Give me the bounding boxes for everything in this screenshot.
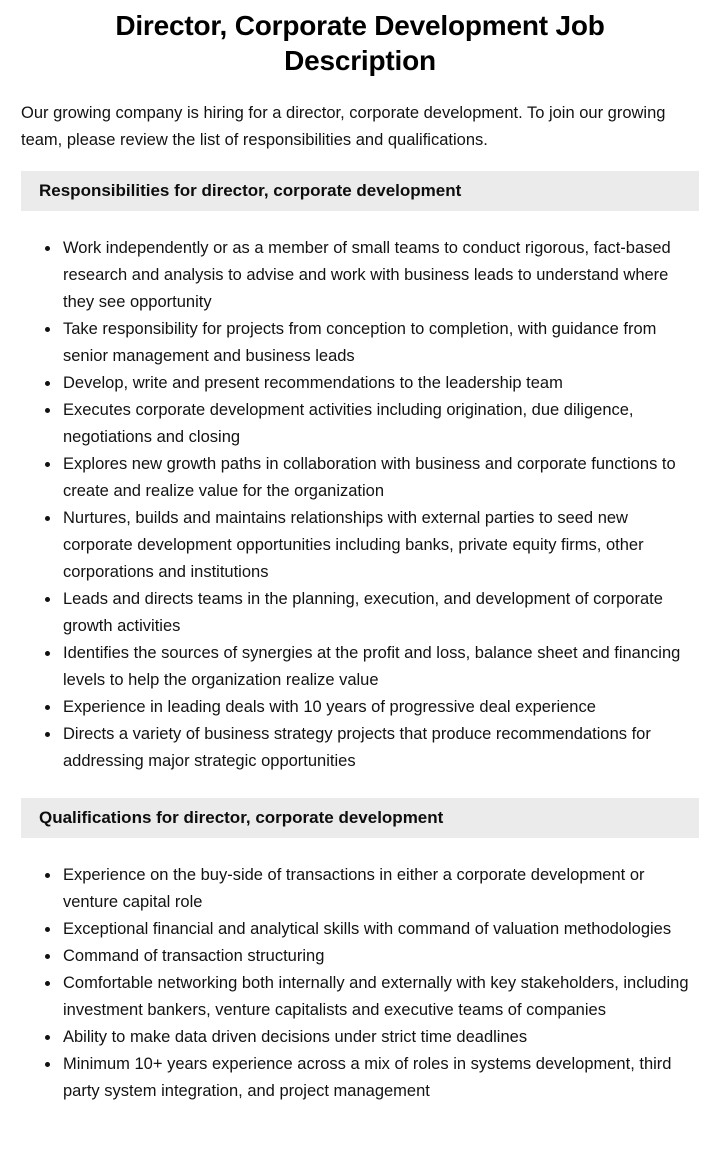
list-item: • Ability to make data driven decisions under strict time deadlines bbox=[61, 1024, 699, 1051]
responsibilities-list bbox=[21, 235, 699, 775]
list-item: • Minimum 10+ years experience across a mix of roles in systems development, third party system integration, and project management bbox=[61, 1051, 699, 1105]
intro-paragraph: Our growing company is hiring for a director, corporate development. To join our growing team, please review the list of responsibilities and qualifications. bbox=[21, 104, 666, 149]
list-item: • Command of transaction structuring bbox=[61, 943, 699, 970]
qualifications-section bbox=[21, 798, 699, 1105]
list-item: • Identifies the sources of synergies at the profit and loss, balance sheet and financing levels to help the organization realize value bbox=[61, 640, 699, 694]
list-item: • Work independently or as a member of small teams to conduct rigorous, fact-based research and analysis to advise and work with business leads to understand where they see opportunity bbox=[61, 235, 699, 316]
list-item: • Comfortable networking both internally and externally with key stakeholders, including investment bankers, venture capitalists and executive teams of companies bbox=[61, 970, 699, 1024]
list-item: • Exceptional financial and analytical skills with command of valuation methodologies bbox=[61, 916, 699, 943]
list-item: • Experience in leading deals with 10 years of progressive deal experience bbox=[61, 694, 699, 721]
list-item: • Explores new growth paths in collaboration with business and corporate functions to create and realize value for the organization bbox=[61, 451, 699, 505]
list-item: • Leads and directs teams in the planning, execution, and development of corporate growth activities bbox=[61, 586, 699, 640]
list-item: • Experience on the buy-side of transactions in either a corporate development or venture capital role bbox=[61, 862, 699, 916]
list-item: • Develop, write and present recommendations to the leadership team bbox=[61, 370, 699, 397]
responsibilities-heading: Responsibilities for director, corporate development bbox=[21, 171, 699, 211]
list-item: • Executes corporate development activities including origination, due diligence, negotiations and closing bbox=[61, 397, 699, 451]
qualifications-list bbox=[21, 862, 699, 1105]
list-item: • Take responsibility for projects from conception to completion, with guidance from senior management and business leads bbox=[61, 316, 699, 370]
page-title: Director, Corporate Development Job Description bbox=[115, 10, 605, 76]
list-item: • Directs a variety of business strategy projects that produce recommendations for addressing major strategic opportunities bbox=[61, 721, 699, 775]
responsibilities-section bbox=[21, 171, 699, 775]
list-item: • Nurtures, builds and maintains relationships with external parties to seed new corporate development opportunities including banks, private equity firms, other corporations and institutions bbox=[61, 505, 699, 586]
qualifications-heading: Qualifications for director, corporate development bbox=[21, 798, 699, 838]
